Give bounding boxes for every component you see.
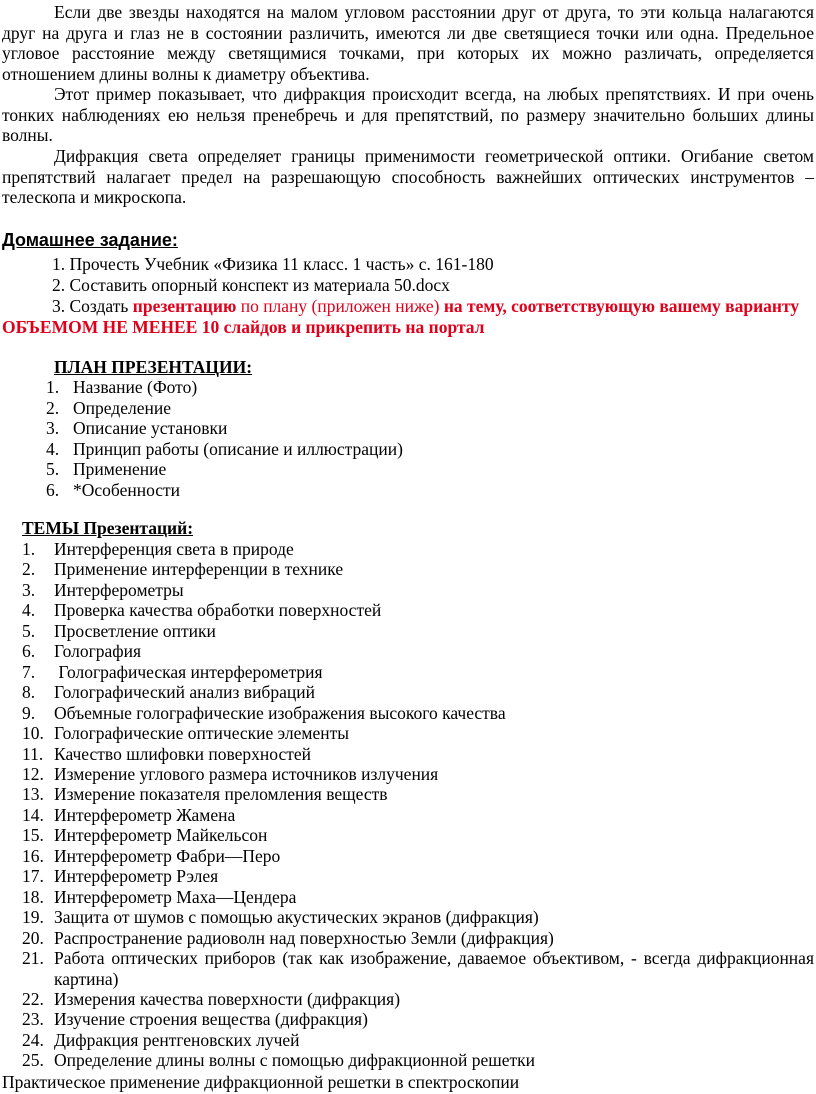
themes-title [22, 518, 193, 539]
theme-item [22, 866, 218, 887]
themes-title-word: ТЕМЫ [22, 518, 80, 538]
footer-line: Практическое применение дифракционной решетки в спектроскопии [2, 1072, 520, 1092]
theme-item-number: 9. [22, 702, 36, 723]
plan-item-number: 6. [46, 479, 60, 500]
theme-item-number: 15. [22, 825, 44, 846]
homework-item-3-topic: на тему, соответствующую вашему варианту ОБЪЕМОМ НЕ МЕНЕЕ 10 слайдов и прикрепить на портал [2, 296, 800, 337]
theme-item-text: Проверка качества обработки поверхностей [54, 600, 382, 621]
theme-item-number: 20. [22, 927, 44, 948]
theme-item-number: 23. [22, 1009, 44, 1030]
theme-item [22, 1030, 300, 1051]
theme-item-text: Изучение строения вещества (дифракция) [54, 1009, 368, 1030]
theme-item-text: Объемные голографические изображения высокого качества [54, 702, 506, 723]
theme-item-number: 21. [22, 948, 44, 968]
theme-item [22, 682, 315, 703]
theme-item [22, 580, 184, 601]
theme-item [22, 887, 296, 908]
theme-item [22, 621, 216, 642]
theme-item-text: Голографическая интерферометрия [54, 661, 323, 682]
plan-item-number: 5. [46, 459, 60, 479]
theme-item-number: 2. [22, 559, 36, 580]
theme-item-number: 18. [22, 886, 44, 907]
theme-item [22, 764, 438, 785]
theme-item-number: 24. [22, 1029, 44, 1050]
homework-item-1: 1. Прочесть Учебник «Физика 11 класс. 1 часть» с. 161-180 [52, 254, 494, 274]
theme-item [22, 948, 814, 989]
theme-item-number: 17. [22, 866, 44, 887]
theme-item-text: Интерференция света в природе [54, 539, 294, 559]
paragraph-3: Дифракция света определяет границы применимости геометрической оптики. Огибание светом препятствий налагает предел на разрешающую способность важнейших оптических инструментов – телескопа и микроскопа. [2, 146, 814, 207]
theme-item-number: 25. [22, 1050, 44, 1071]
plan-item [46, 439, 403, 460]
theme-item [22, 662, 323, 683]
plan-item-number: 2. [46, 397, 60, 418]
theme-item-text: Защита от шумов с помощью акустических экранов (дифракция) [54, 907, 539, 928]
homework-title: Домашнее задание: [2, 230, 178, 250]
theme-item [22, 907, 539, 928]
theme-item-text: Определение длины волны с помощью дифракционной решетки [54, 1050, 535, 1071]
theme-item-text: Интерферометры [54, 579, 184, 600]
theme-item-number: 19. [22, 907, 44, 928]
theme-item [22, 641, 141, 662]
theme-item-text: Голографические оптические элементы [54, 723, 349, 744]
theme-item-text: Интерферометр Фабри—Перо [54, 845, 281, 866]
theme-item-text: Работа оптических приборов (так как изображение, даваемое объективом, - всегда дифракционная картина) [54, 948, 814, 989]
theme-item-text: Интерферометр Маха—Цендера [54, 886, 297, 907]
theme-item [22, 703, 506, 724]
theme-item [22, 600, 381, 621]
theme-item [22, 825, 267, 846]
theme-item [22, 559, 343, 580]
plan-item [46, 480, 180, 501]
theme-item [22, 928, 554, 949]
theme-item-text: Качество шлифовки поверхностей [54, 743, 312, 764]
plan-item-text: Принцип работы (описание и иллюстрации) [73, 438, 403, 459]
theme-item-text: Измерение углового размера источников излучения [54, 763, 439, 784]
theme-item-number: 5. [22, 620, 36, 641]
theme-item [22, 1009, 368, 1030]
theme-item-text: Голография [54, 641, 142, 662]
paragraph-1: Если две звезды находятся на малом угловом расстоянии друг от друга, то эти кольца налагаются друг на друга и глаз не в состоянии различить, имеются ли две светящиеся точки или одна. Предельное угловое расстояние между светящимися точками, при которых их можно различать, определяется отношением длины волны к диаметру объектива. [2, 2, 814, 84]
theme-item-number: 10. [22, 723, 44, 744]
homework-item-3-plan-note: по плану (приложен ниже) [236, 296, 444, 316]
plan-item-text: Применение [73, 459, 167, 479]
paragraph-2: Этот пример показывает, что дифракция происходит всегда, на любых препятствиях. И при очень тонких наблюдениях ею нельзя пренебречь и для препятствий, по размеру значительно больших длины волны. [2, 84, 814, 145]
homework-item-2: 2. Составить опорный конспект из материала 50.docx [52, 275, 450, 295]
plan-item-text: Название (Фото) [73, 377, 198, 397]
theme-item [22, 805, 235, 826]
theme-item [22, 1050, 535, 1071]
theme-item-text: Интерферометр Жамена [54, 804, 236, 825]
theme-item-text: Измерения качества поверхности (дифракция) [54, 989, 401, 1009]
theme-item-text: Интерферометр Майкельсон [54, 825, 268, 846]
theme-item [22, 784, 388, 805]
theme-item-number: 1. [22, 539, 36, 559]
theme-item [22, 539, 294, 560]
plan-item [46, 398, 171, 419]
homework-item-3 [2, 296, 802, 337]
theme-item-text: Измерение показателя преломления веществ [54, 784, 388, 805]
plan-item [46, 377, 197, 398]
theme-item-number: 6. [22, 641, 36, 662]
theme-item-number: 11. [22, 743, 44, 764]
theme-item [22, 723, 349, 744]
theme-item-text: Распространение радиоволн над поверхностью Земли (дифракция) [54, 927, 554, 948]
theme-item-number: 7. [22, 661, 36, 682]
theme-item [22, 989, 400, 1010]
homework-item-3-prefix: 3. Создать [52, 296, 133, 316]
plan-item-text: *Особенности [73, 479, 181, 500]
theme-item [22, 846, 280, 867]
theme-item-number: 14. [22, 804, 44, 825]
plan-item-number: 4. [46, 438, 60, 459]
plan-item [46, 459, 166, 480]
theme-item-number: 8. [22, 682, 36, 703]
theme-item-number: 3. [22, 579, 36, 600]
themes-title-rest: Презентаций: [79, 518, 194, 538]
theme-item-number: 12. [22, 763, 44, 784]
theme-item [22, 744, 311, 765]
theme-item-text: Применение интерференции в технике [54, 559, 344, 580]
theme-item-number: 16. [22, 845, 44, 866]
homework-item-3-presentation: презентацию [132, 296, 237, 316]
plan-item-text: Описание установки [73, 418, 228, 438]
theme-item-number: 4. [22, 600, 36, 621]
theme-item-text: Интерферометр Рэлея [54, 866, 219, 887]
plan-title: ПЛАН ПРЕЗЕНТАЦИИ: [54, 357, 253, 377]
plan-item [46, 418, 227, 439]
theme-item-number: 13. [22, 784, 44, 805]
theme-item-text: Голографический анализ вибраций [54, 682, 315, 703]
plan-item-number: 3. [46, 418, 60, 438]
plan-item-text: Определение [73, 397, 171, 418]
theme-item-text: Просветление оптики [54, 620, 216, 641]
plan-item-number: 1. [46, 377, 60, 397]
theme-item-text: Дифракция рентгеновских лучей [54, 1029, 300, 1050]
theme-item-number: 22. [22, 989, 44, 1009]
